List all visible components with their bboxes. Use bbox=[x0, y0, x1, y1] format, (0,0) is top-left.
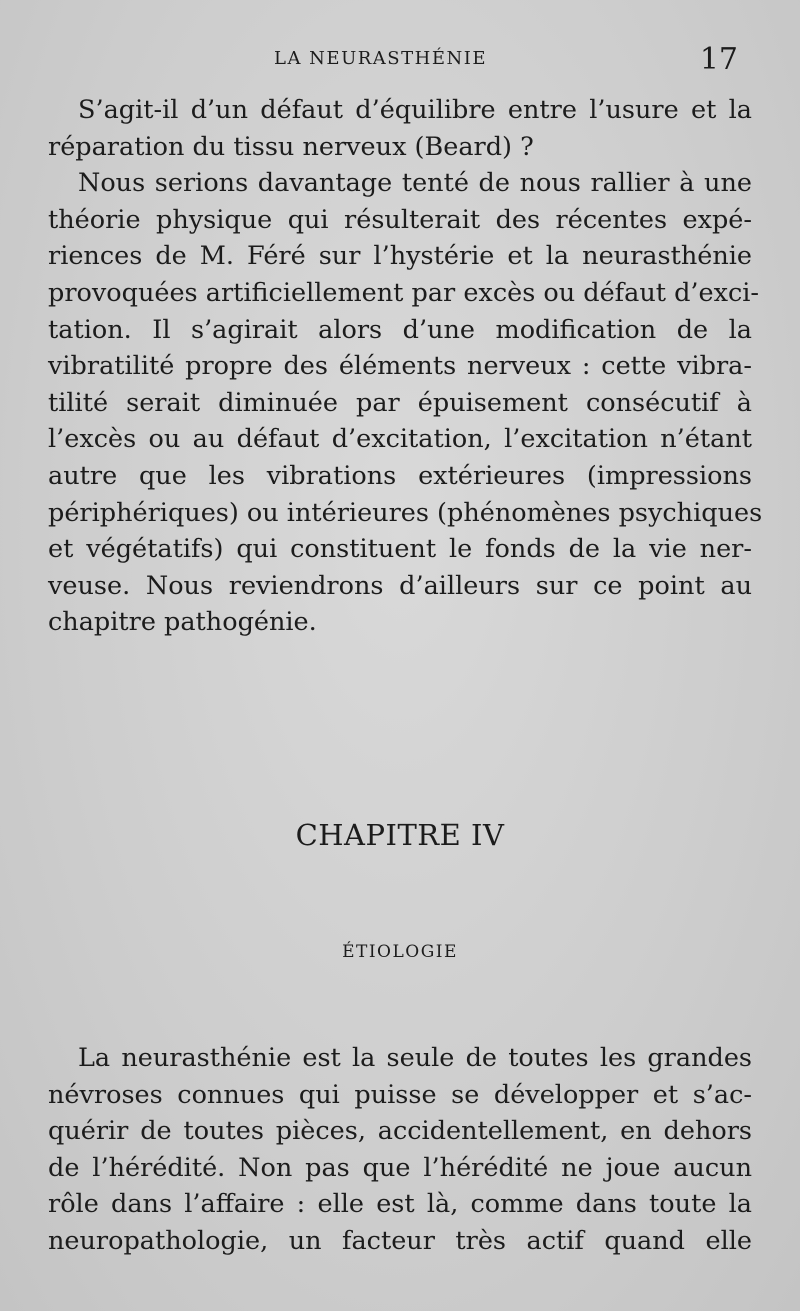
text-line: La neurasthénie est la seule de toutes les grandes bbox=[78, 1043, 752, 1073]
text-line: névroses connues qui puisse se développer et s’ac- bbox=[48, 1079, 752, 1110]
text-line: rôle dans l’affaire : elle est là, comme dans toute la bbox=[48, 1189, 752, 1220]
page-number: 17 bbox=[699, 42, 738, 77]
text-line: tation. Il s’agirait alors d’une modification de la bbox=[48, 314, 752, 345]
paragraph bbox=[48, 1040, 752, 1260]
body-text-top bbox=[48, 92, 763, 641]
text-line: provoquées artificiellement par excès ou défaut d’exci- bbox=[48, 277, 760, 308]
paragraph bbox=[48, 92, 752, 165]
text-line: riences de M. Féré sur l’hystérie et la neurasthénie bbox=[48, 241, 752, 272]
text-line: théorie physique qui résulterait des récentes expé- bbox=[48, 204, 752, 235]
text-line: veuse. Nous reviendrons d’ailleurs sur ce point au bbox=[48, 570, 752, 601]
text-line: périphériques) ou intérieures (phénomènes psychiques bbox=[48, 497, 763, 528]
text-line: et végétatifs) qui constituent le fonds de la vie ner- bbox=[48, 534, 752, 565]
body-text-bottom bbox=[48, 1040, 752, 1260]
text-line: Nous serions davantage tenté de nous rallier à une bbox=[78, 168, 752, 199]
paragraph bbox=[48, 165, 763, 641]
text-line: autre que les vibrations extérieures (impressions bbox=[48, 460, 752, 491]
text-line: l’excès ou au défaut d’excitation, l’excitation n’étant bbox=[48, 424, 752, 455]
text-line: S’agit-il d’un défaut d’équilibre entre l’usure et la bbox=[78, 95, 752, 125]
text-line: tilité serait diminuée par épuisement consécutif à bbox=[48, 387, 752, 418]
text-line: neuropathologie, un facteur très actif quand elle bbox=[48, 1225, 752, 1256]
text-line: quérir de toutes pièces, accidentellement, en dehors bbox=[48, 1116, 752, 1147]
running-header bbox=[0, 44, 800, 80]
text-line: vibratilité propre des éléments nerveux : cette vibra- bbox=[48, 351, 752, 382]
text-line: de l’hérédité. Non pas que l’hérédité ne joue aucun bbox=[48, 1152, 752, 1183]
running-title: LA NEURASTHÉNIE bbox=[274, 48, 487, 69]
text-line: réparation du tissu nerveux (Beard) ? bbox=[48, 131, 534, 162]
section-title: ÉTIOLOGIE bbox=[342, 942, 458, 962]
chapter-title: CHAPITRE IV bbox=[295, 818, 505, 852]
text-line: chapitre pathogénie. bbox=[48, 607, 317, 638]
